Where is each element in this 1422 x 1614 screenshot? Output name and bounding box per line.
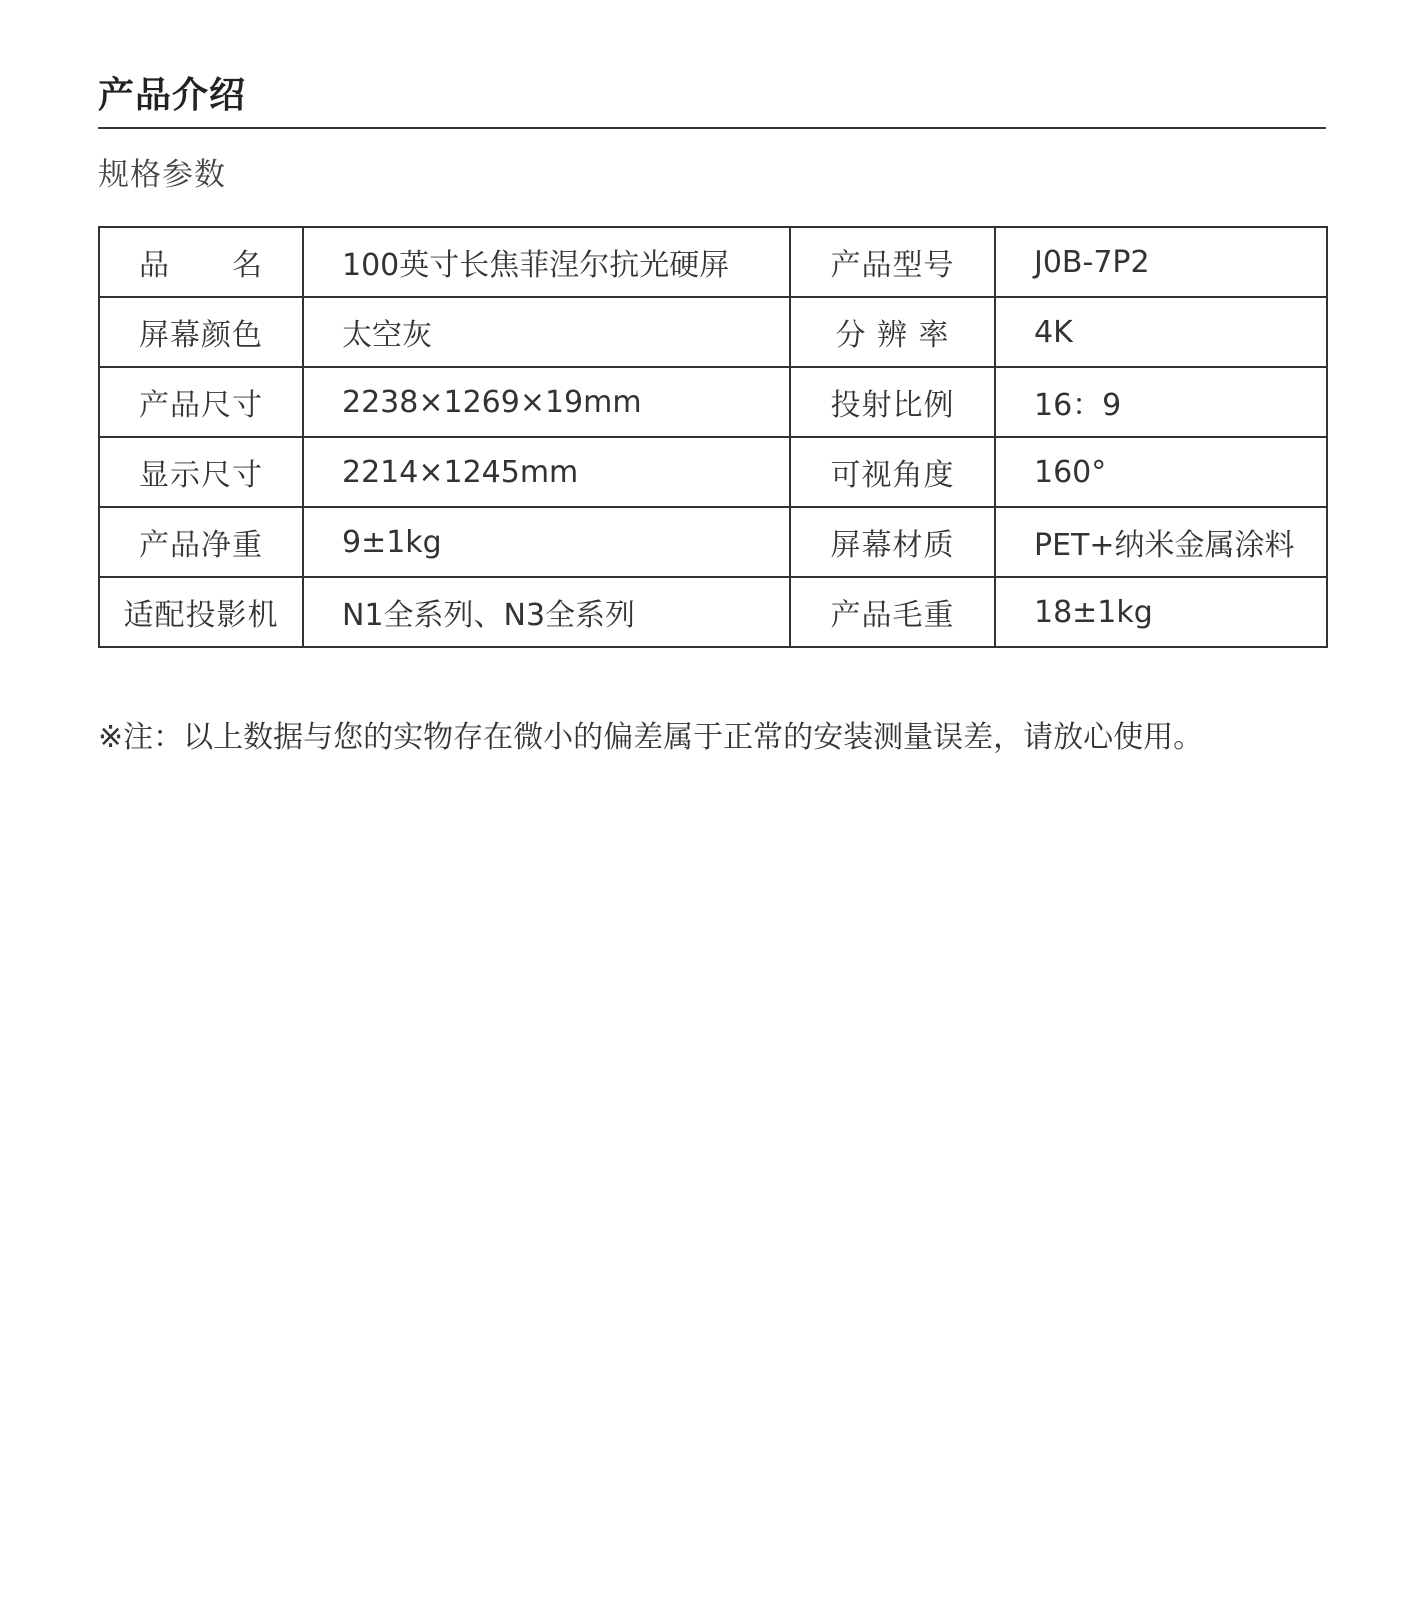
spec-label: 产品尺寸 (99, 367, 303, 437)
spec-label: 产品毛重 (790, 577, 995, 647)
spec-value: 4K (995, 297, 1327, 367)
spec-label: 产品型号 (790, 227, 995, 297)
spec-label: 品 名 (99, 227, 303, 297)
table-row (99, 227, 1327, 297)
spec-value: J0B-7P2 (995, 227, 1327, 297)
table-row (99, 507, 1327, 577)
section-subtitle: 规格参数 (98, 157, 226, 193)
spec-value: 16：9 (995, 367, 1327, 437)
spec-value: 18±1kg (995, 577, 1327, 647)
spec-label: 屏幕材质 (790, 507, 995, 577)
spec-label: 可视角度 (790, 437, 995, 507)
spec-value: 9±1kg (303, 507, 790, 577)
table-row (99, 577, 1327, 647)
spec-value: N1全系列、N3全系列 (303, 577, 790, 647)
spec-label: 产品净重 (99, 507, 303, 577)
spec-value: PET+纳米金属涂料 (995, 507, 1327, 577)
table-row (99, 297, 1327, 367)
spec-value: 2214×1245mm (303, 437, 790, 507)
spec-table (98, 226, 1328, 648)
spec-label: 显示尺寸 (99, 437, 303, 507)
section-title: 产品介绍 (98, 75, 247, 116)
spec-value: 100英寸长焦菲涅尔抗光硬屏 (303, 227, 790, 297)
spec-label: 分 辨 率 (790, 297, 995, 367)
table-row (99, 437, 1327, 507)
disclaimer-note: ※注：以上数据与您的实物存在微小的偏差属于正常的安装测量误差，请放心使用。 (98, 720, 1204, 755)
spec-value: 太空灰 (303, 297, 790, 367)
spec-value: 2238×1269×19mm (303, 367, 790, 437)
spec-label: 投射比例 (790, 367, 995, 437)
spec-label: 适配投影机 (99, 577, 303, 647)
title-divider (98, 127, 1326, 129)
spec-label: 屏幕颜色 (99, 297, 303, 367)
spec-value: 160° (995, 437, 1327, 507)
table-row (99, 367, 1327, 437)
